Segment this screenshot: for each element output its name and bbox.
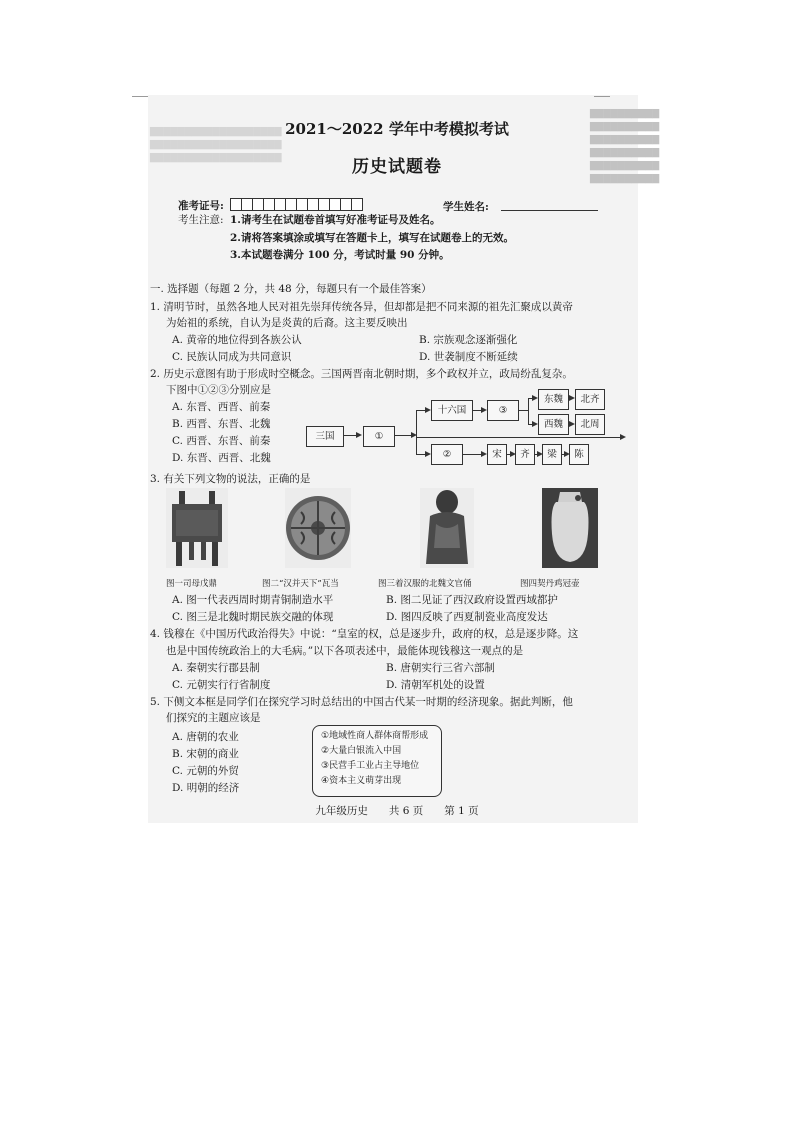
figure4-caption: 图四契丹鸡冠壶 — [520, 579, 580, 589]
line-c2-song — [462, 454, 481, 455]
box-chen: 陈 — [569, 444, 589, 465]
box-qi: 齐 — [515, 444, 535, 465]
q1-option-b: B. 宗族观念逐渐强化 — [419, 334, 518, 346]
notice-3: 3.本试题卷满分 100 分，考试时量 90 分钟。 — [230, 249, 450, 261]
box-circle1: ① — [363, 426, 395, 447]
figure4-jiguan-hu — [542, 488, 598, 568]
exam-subtitle: 历史试题卷 — [352, 157, 442, 177]
long-timeline-arrowhead — [620, 434, 626, 440]
long-timeline-arrow-line — [416, 437, 621, 438]
figure2-wadang — [285, 488, 351, 568]
q5-box-item-2: ②大量白银流入中国 — [321, 746, 402, 756]
figure3-official-figurine — [420, 488, 474, 568]
q5-box-item-1: ①地域性商人群体商帮形成 — [321, 731, 429, 741]
q3-option-c: C. 图三是北魏时期民族交融的体现 — [172, 611, 334, 623]
figure2-caption: 图二“汉并天下”瓦当 — [262, 579, 339, 589]
q1-option-c: C. 民族认同成为共同意识 — [172, 351, 292, 363]
notice-label: 考生注意: — [178, 214, 224, 226]
line-shiliuguo-c3 — [472, 410, 481, 411]
box-sanguo: 三国 — [306, 426, 344, 447]
show-through-left-top: ▇▇▇▇▇▇▇▇▇▇▇▇▇▇▇▇▇▇▇ ▇▇▇▇▇▇▇▇▇▇▇▇▇▇▇▇▇▇▇ ▇▇▇▇▇▇▇▇▇▇▇▇▇▇▇▇▇▇▇ — [150, 127, 282, 163]
q3-option-b: B. 图二见证了西汉政府设置西域都护 — [386, 594, 558, 606]
exam-title: 2021～2022 学年中考模拟考试 — [285, 120, 509, 138]
q4-option-b: B. 唐朝实行三省六部制 — [386, 662, 495, 674]
q4-option-a: A. 秦朝实行郡县制 — [172, 662, 260, 674]
box-beizhou: 北周 — [575, 414, 605, 435]
top-rule-right — [594, 96, 610, 97]
figure1-simuwu-ding — [166, 488, 228, 568]
q5-option-b: B. 宋朝的商业 — [172, 748, 239, 760]
q1-option-d: D. 世袭制度不断延续 — [419, 351, 518, 363]
box-song: 宋 — [487, 444, 507, 465]
q1-stem-line2: 为始祖的系统，自认为是炎黄的后裔。这主要反映出 — [166, 317, 408, 329]
page-footer: 九年级历史 共 6 页 第 1 页 — [315, 805, 479, 817]
line-c3-split — [518, 410, 528, 411]
q5-option-c: C. 元朝的外贸 — [172, 765, 239, 777]
q3-option-a: A. 图一代表西周时期青铜制造水平 — [172, 594, 334, 606]
student-name-label: 学生姓名: — [443, 201, 489, 213]
figure1-caption: 图一司母戊鼎 — [166, 579, 218, 589]
exam-number-label: 准考证号: — [178, 200, 224, 212]
box-liang: 梁 — [542, 444, 562, 465]
q1-stem-line1: 1. 清明节时，虽然各地人民对祖先崇拜传统各异，但却都是把不同来源的祖先汇聚成以黄帝 — [150, 301, 573, 313]
figure3-caption: 图三着汉服的北魏文官俑 — [378, 579, 472, 589]
box-dongwei: 东魏 — [538, 389, 569, 410]
q5-stem-line2: 们探究的主题应该是 — [166, 712, 261, 724]
q2-stem-line2: 下图中①②③分别应是 — [166, 384, 271, 396]
q4-option-d: D. 清朝军机处的设置 — [386, 679, 485, 691]
box-xiwei: 西魏 — [538, 414, 569, 435]
q2-stem-line1: 2. 历史示意图有助于形成时空概念。三国两晋南北朝时期，多个政权并立，政局纷乱复杂。 — [150, 368, 573, 380]
student-name-line[interactable] — [501, 210, 598, 211]
section-heading: 一. 选择题（每题 2 分，共 48 分，每题只有一个最佳答案） — [150, 283, 432, 295]
q5-option-a: A. 唐朝的农业 — [172, 731, 239, 743]
q2-option-b: B. 西晋、东晋、北魏 — [172, 418, 271, 430]
exam-number-boxes[interactable] — [230, 198, 362, 211]
arrow-c1 — [356, 432, 362, 438]
q2-option-c: C. 西晋、东晋、前秦 — [172, 435, 271, 447]
q4-stem-line2: 也是中国传统政治上的大毛病。”以下各项表述中，最能体现钱穆这一观点的是 — [166, 645, 524, 657]
top-rule-left — [132, 96, 148, 97]
line-c1-main — [394, 435, 411, 436]
show-through-right-top: ▇▇▇▇▇▇▇▇▇▇ ▇▇▇▇▇▇▇▇▇▇ ▇▇▇▇▇▇▇▇▇▇ ▇▇▇▇▇▇▇▇▇▇ ▇▇▇▇▇▇▇▇▇▇ ▇▇▇▇▇▇▇▇▇▇ — [590, 109, 660, 184]
notice-1: 1.请考生在试题卷首填写好准考证号及姓名。 — [230, 214, 441, 226]
line-sanguo-c1 — [343, 435, 356, 436]
q2-option-a: A. 东晋、西晋、前秦 — [172, 401, 271, 413]
box-circle3: ③ — [487, 400, 519, 421]
box-beiqi: 北齐 — [575, 389, 605, 410]
split-vertical — [528, 398, 529, 424]
q5-box-item-3: ③民营手工业占主导地位 — [321, 761, 420, 771]
q2-option-d: D. 东晋、西晋、北魏 — [172, 452, 271, 464]
box-circle2: ② — [431, 444, 463, 465]
q5-box-item-4: ④资本主义萌芽出现 — [321, 776, 402, 786]
box-shiliuguo: 十六国 — [431, 400, 473, 421]
notice-2: 2.请将答案填涂或填写在答题卡上，填写在试题卷上的无效。 — [230, 232, 514, 244]
branch-vertical — [416, 410, 417, 454]
q5-option-d: D. 明朝的经济 — [172, 782, 240, 794]
q4-option-c: C. 元朝实行行省制度 — [172, 679, 271, 691]
q1-option-a: A. 黄帝的地位得到各族公认 — [172, 334, 302, 346]
q4-stem-line1: 4. 钱穆在《中国历代政治得失》中说：“皇室的权，总是逐步升，政府的权，总是逐步降。这 — [150, 628, 579, 640]
q5-text-box — [312, 725, 442, 797]
q3-stem: 3. 有关下列文物的说法，正确的是 — [150, 473, 311, 485]
q3-option-d: D. 图四反映了西夏制瓷业高度发达 — [386, 611, 548, 623]
q5-stem-line1: 5. 下侧文本框是同学们在探究学习时总结出的中国古代某一时期的经济现象。据此判断，他 — [150, 696, 573, 708]
